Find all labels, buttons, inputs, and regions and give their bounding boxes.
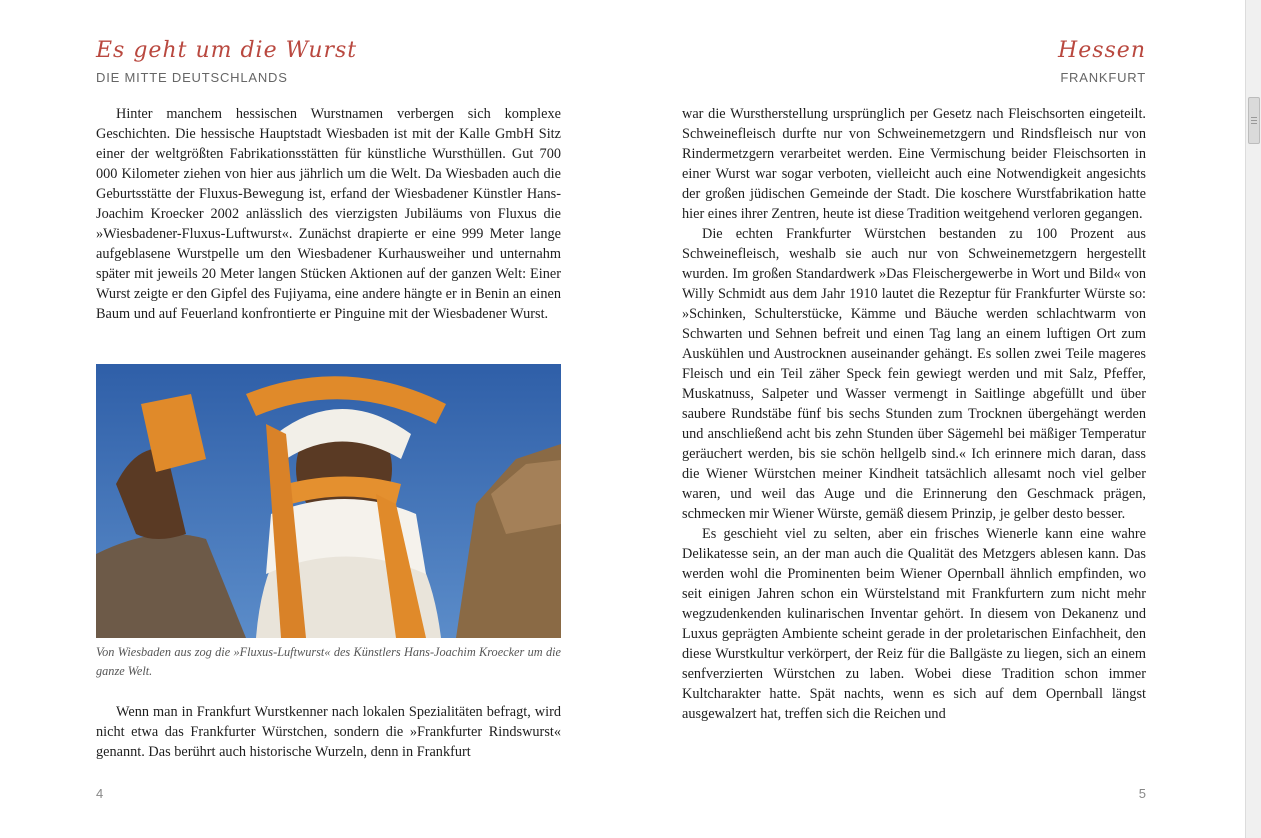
body-text-top: [96, 104, 561, 324]
vertical-scrollbar[interactable]: [1245, 0, 1261, 838]
body-text: [682, 104, 1146, 724]
running-title: Hessen: [1058, 38, 1146, 63]
right-page: [620, 0, 1246, 838]
body-text-bottom: [96, 702, 561, 762]
paragraph: Wenn man in Frankfurt Wurstkenner nach lokalen Spezialitäten befragt, wird nicht etwa das Frankfurter Würstchen, sondern die »Frankfurter Rindswurst« genannt. Das berührt auch historische Wurzeln, denn in Frankfurt: [96, 704, 561, 760]
grip-line: [1251, 117, 1257, 118]
photo-fluxus-luftwurst: [96, 364, 561, 638]
page-number: 4: [96, 786, 104, 801]
grip-line: [1251, 123, 1257, 124]
paragraph: war die Wurstherstellung ursprünglich per Gesetz nach Fleischsorten eingeteilt. Schweinefleisch durfte nur von Schweinemetzgern und Rindsfleisch nur von Rindermetzgern verarbeitet werden. Eine Vermischung beider Fleischsorten in einer Wurst war sogar verboten, vielleicht auch eine Notwendigkeit angesichts der großen jüdischen Gemeinde der Stadt. Die koschere Wurstfabrikation hatte hier eines ihrer Zentren, heute ist diese Tradition weitgehend verloren gegangen.: [682, 106, 1146, 222]
paragraph: Hinter manchem hessischen Wurstnamen verbergen sich komplexe Geschichten. Die hessische Hauptstadt Wiesbaden ist mit der Kalle GmbH Sitz einer der weltgrößten Fabrikationsstätten für künstliche Wursthüllen. Gut 700 000 Kilometer ziehen von hier aus jährlich um die Welt. Da Wiesbaden auch die Geburtsstätte der Fluxus-Bewegung ist, erfand der Wiesbadener Künstler Hans-Joachim Kroecker 2002 anlässlich des vierzigsten Jubiläums von Fluxus die »Wiesbadener-Fluxus-Luftwurst«. Zunächst drapierte er eine 999 Meter lange aufgeblasene Wurstpelle um den Wiesbadener Kurhausweiher und unternahm später mit jeweils 20 Meter langen Stücken Aktionen auf der ganzen Welt: Einer Wurst zeigte er den Gipfel des Fujiyama, eine andere hängte er in Benin an einen Baum und auf Feuerland konfrontierte er Pinguine mit der Wiesbadener Wurst.: [96, 106, 561, 322]
page-number: 5: [1138, 786, 1146, 801]
section-title: FRANKFURT: [1060, 70, 1146, 85]
photo-illustration: [96, 364, 561, 638]
scrollbar-thumb[interactable]: [1248, 97, 1260, 144]
left-page: [0, 0, 620, 838]
section-title: DIE MITTE DEUTSCHLANDS: [96, 70, 288, 85]
paragraph: Die echten Frankfurter Würstchen bestanden zu 100 Prozent aus Schweinefleisch, weshalb sie auch nur von Schweinemetzgern hergestellt wurden. Im großen Standardwerk »Das Fleischergewerbe in Wort und Bild« von Willy Schmidt aus dem Jahr 1910 lautet die Rezeptur für Frankfurter Würste so: »Schinken, Schulterstücke, Kämme und Bäuche werden schlachtwarm von Schwarten und Sehnen befreit und einen Tag lang an einem luftigen Ort zum Auskühlen und Austrocknen auseinander gehängt. Es sollen zwei Teile mageres Fleisch und ein Teil zäher Speck fein gewiegt werden und mit Salz, Pfeffer, Muskatnuss, Salpeter und Wasser vermengt in Saitlinge abgefüllt und über saubere Rundstäbe fünf bis sechs Stunden zum Trocknen übergehängt werden und anschließend acht bis zehn Stunden über Sägemehl bei mäßiger Temperatur geräuchert werden, bis sie schön hellgelb sind.« Ich erinnere mich daran, dass die Wiener Würstchen meiner Kindheit tatsächlich allesamt noch viel gelber waren, und weil das Auge und die Erinnerung den Geschmack prägen, schmecken mir Wiener Würste, gemäß diesem Prinzip, je gelber desto besser.: [682, 226, 1146, 522]
paragraph: Es geschieht viel zu selten, aber ein frisches Wienerle kann eine wahre Delikatesse sein, an der man auch die Qualität des Metzgers ablesen kann. Das werden wohl die Prominenten beim Wiener Opernball ähnlich empfinden, wo seit einigen Jahren schon ein Würstelstand mit Frankfurtern zum nicht mehr wegzudenkenden kulinarischen Inventar gehört. In diesem von Dekanenz und Luxus geprägten Ambiente scheint gerade in der proletarischen Einfachheit, den diese Wurstkultur verkörpert, der Reiz für die Ballgäste zu liegen, sich an einem senfverzierten Würstchen zu laben. Wobei diese Tradition schon immer Kultcharakter hatte. Spät nachts, wenn es sich auf dem Opernball längst ausgewalzert hat, treffen sich die Reichen und: [682, 526, 1146, 722]
running-title: Es geht um die Wurst: [96, 38, 358, 63]
grip-line: [1251, 120, 1257, 121]
photo-caption: Von Wiesbaden aus zog die »Fluxus-Luftwurst« des Künstlers Hans-Joachim Kroecker um die ganze Welt.: [96, 645, 561, 678]
